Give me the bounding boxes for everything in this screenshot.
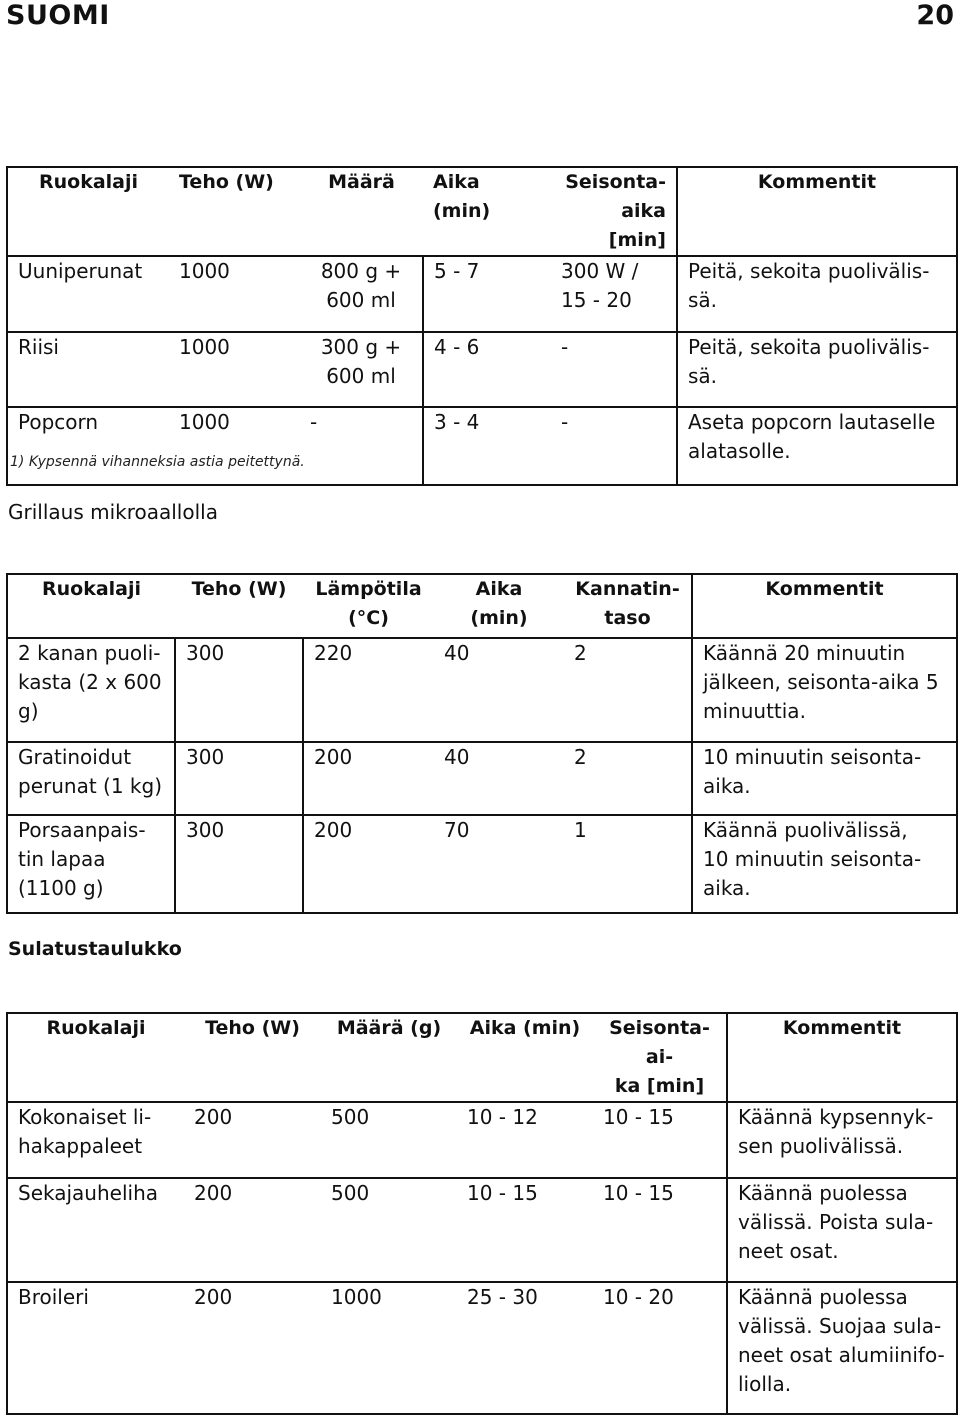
cell: 800 g + 600 ml	[300, 256, 423, 332]
header-time: Aika (min)	[469, 1017, 581, 1039]
header-cell	[593, 1013, 727, 1102]
cooking-table	[6, 166, 958, 486]
header-cell	[169, 167, 300, 256]
cell: -	[551, 407, 677, 485]
cell: 2 kanan puoli- kasta (2 x 600 g)	[7, 638, 175, 742]
header-cell	[7, 167, 169, 256]
cell: 220	[303, 638, 434, 742]
cell: Kokonaiset li- hakappaleet	[7, 1102, 184, 1178]
header-cell	[457, 1013, 593, 1102]
cell: 1000	[169, 256, 300, 332]
section-heading-grilling: Grillaus mikroaallolla	[8, 500, 218, 524]
cell: 300 g + 600 ml	[300, 332, 423, 407]
table-header-row	[7, 167, 957, 256]
table-header-row	[7, 1013, 957, 1102]
table-row	[7, 638, 957, 742]
cell: Käännä puolessa välissä. Suojaa sula- neet osat alumiinifo- liolla.	[727, 1282, 957, 1414]
cell: Porsaanpais- tin lapaa (1100 g)	[7, 815, 175, 913]
cell: 5 - 7	[423, 256, 551, 332]
cell: 3 - 4	[423, 407, 551, 485]
header-power: Teho (W)	[191, 578, 287, 600]
cell: 1	[564, 815, 692, 913]
cell: 300	[175, 815, 303, 913]
header-cell	[300, 167, 423, 256]
cell: Popcorn	[7, 407, 169, 485]
cell: Käännä 20 minuutin jälkeen, seisonta-aika 5 minuuttia.	[692, 638, 957, 742]
cell: Peitä, sekoita puolivälis- sä.	[677, 256, 957, 332]
language-label: SUOMI	[6, 0, 110, 31]
cell: Peitä, sekoita puolivälis- sä.	[677, 332, 957, 407]
header-cell	[727, 1013, 957, 1102]
header-cell	[692, 574, 957, 638]
table-row	[7, 332, 957, 407]
cell: 300	[175, 742, 303, 815]
page-header	[0, 0, 960, 36]
table-header-row	[7, 574, 957, 638]
cell: 200	[184, 1178, 321, 1282]
table-row	[7, 815, 957, 913]
cell: Käännä puolessa välissä. Poista sula- neet osat.	[727, 1178, 957, 1282]
footnote: 1) Kypsennä vihanneksia astia peitettynä.	[10, 454, 305, 470]
header-food: Ruokalaji	[41, 578, 142, 600]
header-comments: Kommentit	[765, 578, 884, 600]
cell: 70	[434, 815, 564, 913]
header-amount: Määrä (g)	[336, 1017, 442, 1039]
cell: 40	[434, 638, 564, 742]
cell: Uuniperunat	[7, 256, 169, 332]
cell: -	[300, 407, 423, 485]
page-number: 20	[916, 0, 954, 31]
cell: 10 - 20	[593, 1282, 727, 1414]
cell: Käännä kypsennyk- sen puolivälissä.	[727, 1102, 957, 1178]
cell: 300 W / 15 - 20	[551, 256, 677, 332]
table-row	[7, 1102, 957, 1178]
cell: 200	[184, 1102, 321, 1178]
table-row	[7, 1178, 957, 1282]
cell: Gratinoidut perunat (1 kg)	[7, 742, 175, 815]
table-row	[7, 742, 957, 815]
table-row	[7, 1282, 957, 1414]
cell: -	[551, 332, 677, 407]
cell: 1000	[169, 332, 300, 407]
header-cell	[564, 574, 692, 638]
header-cell	[303, 574, 434, 638]
header-cell	[677, 167, 957, 256]
header-time: Aika (min)	[470, 578, 528, 629]
header-cell	[7, 1013, 184, 1102]
cell: 2	[564, 742, 692, 815]
cell: 200	[303, 742, 434, 815]
header-food: Ruokalaji	[38, 171, 139, 193]
cell: 4 - 6	[423, 332, 551, 407]
cell: Broileri	[7, 1282, 184, 1414]
cell: 25 - 30	[457, 1282, 593, 1414]
cell: Sekajauheliha	[7, 1178, 184, 1282]
cell: 500	[321, 1102, 457, 1178]
grilling-table	[6, 573, 958, 914]
header-cell	[175, 574, 303, 638]
cell: 10 - 12	[457, 1102, 593, 1178]
header-comments: Kommentit	[782, 1017, 902, 1039]
cell: 10 minuutin seisonta- aika.	[692, 742, 957, 815]
table-row	[7, 256, 957, 332]
cell: 300	[175, 638, 303, 742]
cell: Käännä puolivälissä, 10 minuutin seisonta- aika.	[692, 815, 957, 913]
header-cell	[434, 574, 564, 638]
header-power: Teho (W)	[179, 171, 274, 193]
cell: 1000	[321, 1282, 457, 1414]
cell: 10 - 15	[457, 1178, 593, 1282]
header-cell	[184, 1013, 321, 1102]
cell: 10 - 15	[593, 1102, 727, 1178]
cell: 1000	[169, 407, 300, 485]
header-cell	[551, 167, 677, 256]
header-standing-time: Seisonta- aika [min]	[565, 171, 666, 251]
header-comments: Kommentit	[757, 171, 877, 193]
cell: 500	[321, 1178, 457, 1282]
cell: 10 - 15	[593, 1178, 727, 1282]
cell: 2	[564, 638, 692, 742]
table-row	[7, 407, 957, 485]
cell: Aseta popcorn lautaselle alatasolle.	[677, 407, 957, 485]
header-cell	[321, 1013, 457, 1102]
section-heading-defrosting: Sulatustaulukko	[8, 938, 182, 960]
header-cell	[423, 167, 551, 256]
header-shelf-level: Kannatin- taso	[575, 578, 680, 629]
header-power: Teho (W)	[205, 1017, 300, 1039]
defrosting-table	[6, 1012, 958, 1415]
header-amount: Määrä	[328, 171, 395, 193]
header-food: Ruokalaji	[46, 1017, 146, 1039]
cell: 200	[184, 1282, 321, 1414]
header-temperature: Lämpötila (°C)	[315, 578, 422, 629]
header-cell	[7, 574, 175, 638]
cell: 40	[434, 742, 564, 815]
header-standing-time: Seisonta-ai- ka [min]	[609, 1017, 710, 1097]
cell: 200	[303, 815, 434, 913]
header-time: Aika (min)	[433, 171, 491, 222]
cell: Riisi	[7, 332, 169, 407]
